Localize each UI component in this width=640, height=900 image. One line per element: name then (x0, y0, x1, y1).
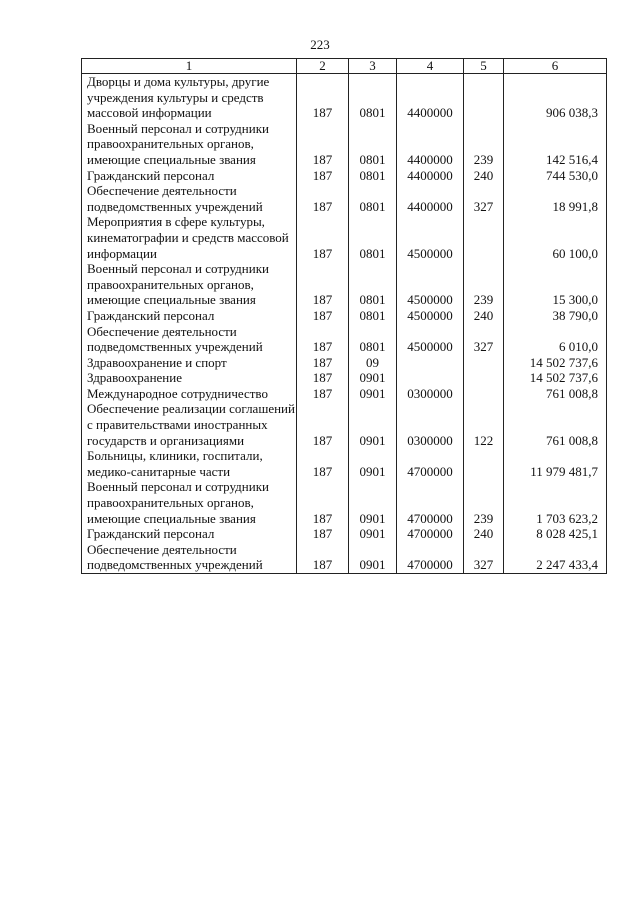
row-name: Обеспечение деятельности подведомственных учреждений (82, 324, 297, 355)
row-name: Военный персонал и сотрудники правоохранительных органов, имеющие специальные звания (82, 121, 297, 168)
row-name: Военный персонал и сотрудники правоохранительных органов, имеющие специальные звания (82, 479, 297, 526)
table-row (82, 168, 607, 184)
row-name: Больницы, клиники, госпитали, медико-санитарные части (82, 448, 297, 479)
row-code-4: 4500000 (397, 324, 464, 355)
row-amount: 761 008,8 (504, 401, 607, 448)
table-row (82, 526, 607, 542)
row-code-5: 122 (464, 401, 504, 448)
row-code-4: 4700000 (397, 526, 464, 542)
row-code-2: 187 (297, 168, 349, 184)
header-cell-5: 5 (464, 59, 504, 74)
row-code-5: 240 (464, 308, 504, 324)
table-row (82, 479, 607, 526)
row-code-4: 4500000 (397, 308, 464, 324)
table-row (82, 74, 607, 121)
row-code-2: 187 (297, 370, 349, 386)
header-row (82, 59, 607, 74)
row-code-5: 239 (464, 121, 504, 168)
row-code-3: 0801 (349, 308, 397, 324)
row-name: Здравоохранение (82, 370, 297, 386)
row-code-2: 187 (297, 261, 349, 308)
row-code-4: 4400000 (397, 168, 464, 184)
row-code-5: 239 (464, 261, 504, 308)
row-code-2: 187 (297, 542, 349, 574)
table-body (82, 74, 607, 574)
row-code-3: 0901 (349, 479, 397, 526)
row-code-5: 327 (464, 324, 504, 355)
row-name: Международное сотрудничество (82, 386, 297, 402)
row-name: Обеспечение реализации соглашений с правительствами иностранных государств и организациями (82, 401, 297, 448)
row-amount: 11 979 481,7 (504, 448, 607, 479)
row-amount: 1 703 623,2 (504, 479, 607, 526)
row-code-3: 0801 (349, 324, 397, 355)
row-name: Гражданский персонал (82, 526, 297, 542)
row-code-3: 0801 (349, 183, 397, 214)
row-amount: 142 516,4 (504, 121, 607, 168)
row-code-3: 09 (349, 355, 397, 371)
row-code-4: 4400000 (397, 183, 464, 214)
row-code-3: 0801 (349, 214, 397, 261)
header-cell-1: 1 (82, 59, 297, 74)
row-code-5 (464, 355, 504, 371)
row-code-3: 0901 (349, 386, 397, 402)
table-row (82, 370, 607, 386)
row-code-5 (464, 448, 504, 479)
row-code-2: 187 (297, 74, 349, 121)
row-code-3: 0901 (349, 448, 397, 479)
row-amount: 18 991,8 (504, 183, 607, 214)
table-row (82, 448, 607, 479)
row-code-2: 187 (297, 386, 349, 402)
row-code-2: 187 (297, 214, 349, 261)
header-cell-3: 3 (349, 59, 397, 74)
row-code-4: 4400000 (397, 74, 464, 121)
row-code-4: 0300000 (397, 386, 464, 402)
row-code-2: 187 (297, 526, 349, 542)
row-code-2: 187 (297, 121, 349, 168)
row-name: Обеспечение деятельности подведомственных учреждений (82, 183, 297, 214)
row-amount: 761 008,8 (504, 386, 607, 402)
row-code-2: 187 (297, 479, 349, 526)
row-name: Гражданский персонал (82, 308, 297, 324)
row-name: Мероприятия в сфере культуры, кинематографии и средств массовой информации (82, 214, 297, 261)
row-code-5: 239 (464, 479, 504, 526)
header-cell-2: 2 (297, 59, 349, 74)
table-row (82, 324, 607, 355)
row-code-3: 0901 (349, 401, 397, 448)
row-code-3: 0801 (349, 121, 397, 168)
row-code-5: 327 (464, 183, 504, 214)
row-amount: 14 502 737,6 (504, 355, 607, 371)
row-code-2: 187 (297, 448, 349, 479)
row-amount: 906 038,3 (504, 74, 607, 121)
row-code-3: 0901 (349, 370, 397, 386)
row-amount: 14 502 737,6 (504, 370, 607, 386)
row-amount: 15 300,0 (504, 261, 607, 308)
table-row (82, 386, 607, 402)
row-name: Дворцы и дома культуры, другие учреждения культуры и средств массовой информации (82, 74, 297, 121)
table-row (82, 261, 607, 308)
row-code-5 (464, 74, 504, 121)
row-code-2: 187 (297, 401, 349, 448)
table-row (82, 355, 607, 371)
row-code-5: 327 (464, 542, 504, 574)
row-amount: 38 790,0 (504, 308, 607, 324)
row-code-4: 0300000 (397, 401, 464, 448)
row-name: Здравоохранение и спорт (82, 355, 297, 371)
row-code-3: 0801 (349, 74, 397, 121)
header-cell-6: 6 (504, 59, 607, 74)
row-code-4 (397, 370, 464, 386)
row-amount: 744 530,0 (504, 168, 607, 184)
row-code-5 (464, 370, 504, 386)
row-code-5: 240 (464, 526, 504, 542)
row-code-2: 187 (297, 183, 349, 214)
row-code-5: 240 (464, 168, 504, 184)
row-code-4 (397, 355, 464, 371)
row-code-2: 187 (297, 308, 349, 324)
table-row (82, 542, 607, 574)
row-code-4: 4500000 (397, 214, 464, 261)
page-number: 223 (310, 37, 330, 52)
row-code-4: 4700000 (397, 542, 464, 574)
table-row (82, 183, 607, 214)
row-code-4: 4700000 (397, 479, 464, 526)
row-amount: 8 028 425,1 (504, 526, 607, 542)
row-code-2: 187 (297, 324, 349, 355)
row-amount: 2 247 433,4 (504, 542, 607, 574)
row-amount: 6 010,0 (504, 324, 607, 355)
row-code-3: 0801 (349, 168, 397, 184)
row-code-4: 4500000 (397, 261, 464, 308)
row-amount: 60 100,0 (504, 214, 607, 261)
table-row (82, 214, 607, 261)
budget-table (81, 58, 607, 574)
row-code-2: 187 (297, 355, 349, 371)
row-code-4: 4700000 (397, 448, 464, 479)
row-name: Военный персонал и сотрудники правоохранительных органов, имеющие специальные звания (82, 261, 297, 308)
header-cell-4: 4 (397, 59, 464, 74)
row-code-3: 0901 (349, 526, 397, 542)
row-code-3: 0901 (349, 542, 397, 574)
row-code-5 (464, 214, 504, 261)
table-row (82, 308, 607, 324)
row-code-4: 4400000 (397, 121, 464, 168)
row-name: Гражданский персонал (82, 168, 297, 184)
row-name: Обеспечение деятельности подведомственных учреждений (82, 542, 297, 574)
table-row (82, 121, 607, 168)
row-code-3: 0801 (349, 261, 397, 308)
table-row (82, 401, 607, 448)
row-code-5 (464, 386, 504, 402)
